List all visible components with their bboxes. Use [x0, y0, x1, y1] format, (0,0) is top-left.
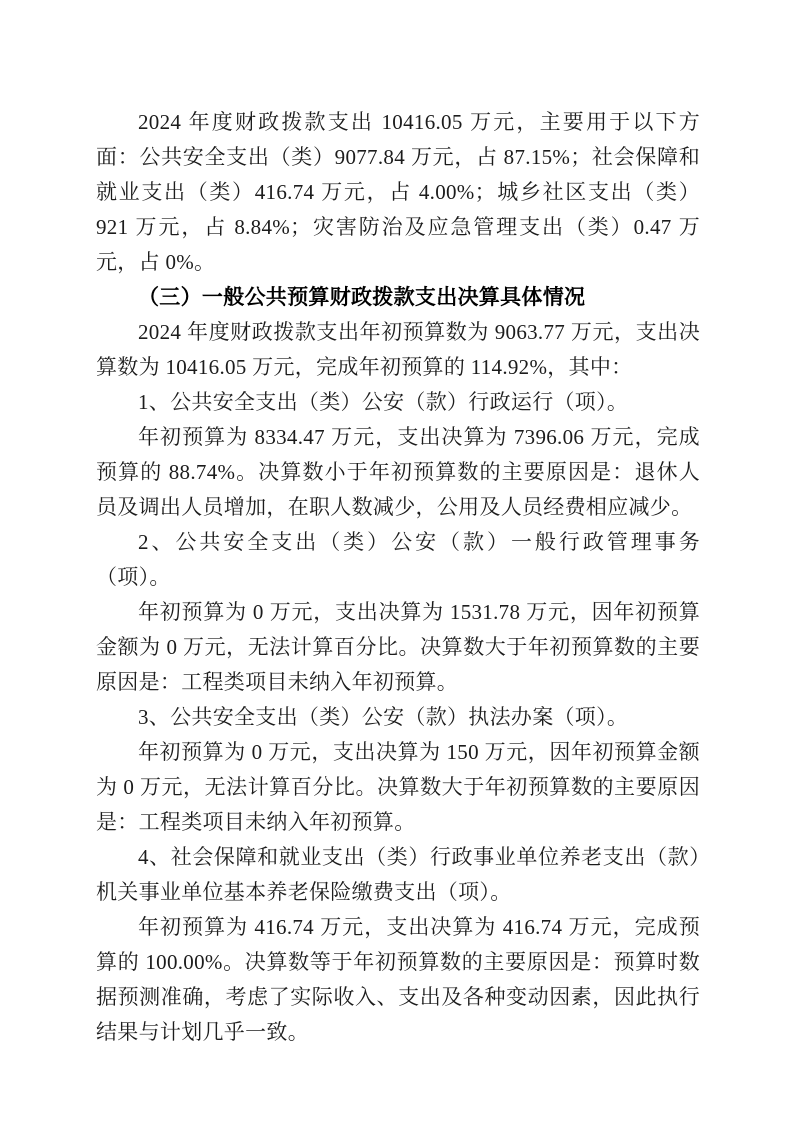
item-1-title: 1、公共安全支出（类）公安（款）行政运行（项）。 — [138, 390, 629, 414]
item-2-title: 2、公共安全支出（类）公安（款）一般行政管理事务（项）。 — [96, 530, 700, 589]
paragraph-expenditure-overview: 2024 年度财政拨款支出 10416.05 万元，主要用于以下方面：公共安全支出（类）9077.84 万元，占 87.15%；社会保障和就业支出（类）416.74 万元，占 4.00%；城乡社区支出（类）921 万元，占 8.84%；灾害防治及应急管理支出（类）0.47 万元，占 0%。 — [96, 110, 700, 274]
item-1-detail: 年初预算为 8334.47 万元，支出决算为 7396.06 万元，完成预算的 88.74%。决算数小于年初预算数的主要原因是：退休人员及调出人员增加，在职人数减少，公用及人员经费相应减少。 — [96, 425, 700, 519]
item-4-title: 4、社会保障和就业支出（类）行政事业单位养老支出（款）机关事业单位基本养老保险缴费支出（项）。 — [96, 845, 700, 904]
item-3-title: 3、公共安全支出（类）公安（款）执法办案（项）。 — [138, 705, 629, 729]
item-2-detail: 年初预算为 0 万元，支出决算为 1531.78 万元，因年初预算金额为 0 万元，无法计算百分比。决算数大于年初预算数的主要原因是：工程类项目未纳入年初预算。 — [96, 600, 700, 694]
section-heading-3: （三）一般公共预算财政拨款支出决算具体情况 — [138, 286, 586, 309]
item-3-detail: 年初预算为 0 万元，支出决算为 150 万元，因年初预算金额为 0 万元，无法计算百分比。决算数大于年初预算数的主要原因是：工程类项目未纳入年初预算。 — [96, 740, 700, 834]
paragraph-budget-vs-final: 2024 年度财政拨款支出年初预算数为 9063.77 万元，支出决算数为 10416.05 万元，完成年初预算的 114.92%，其中： — [96, 320, 700, 379]
item-4-detail: 年初预算为 416.74 万元，支出决算为 416.74 万元，完成预算的 100.00%。决算数等于年初预算数的主要原因是：预算时数据预测准确，考虑了实际收入、支出及各种变动因素，因此执行结果与计划几乎一致。 — [96, 915, 700, 1044]
